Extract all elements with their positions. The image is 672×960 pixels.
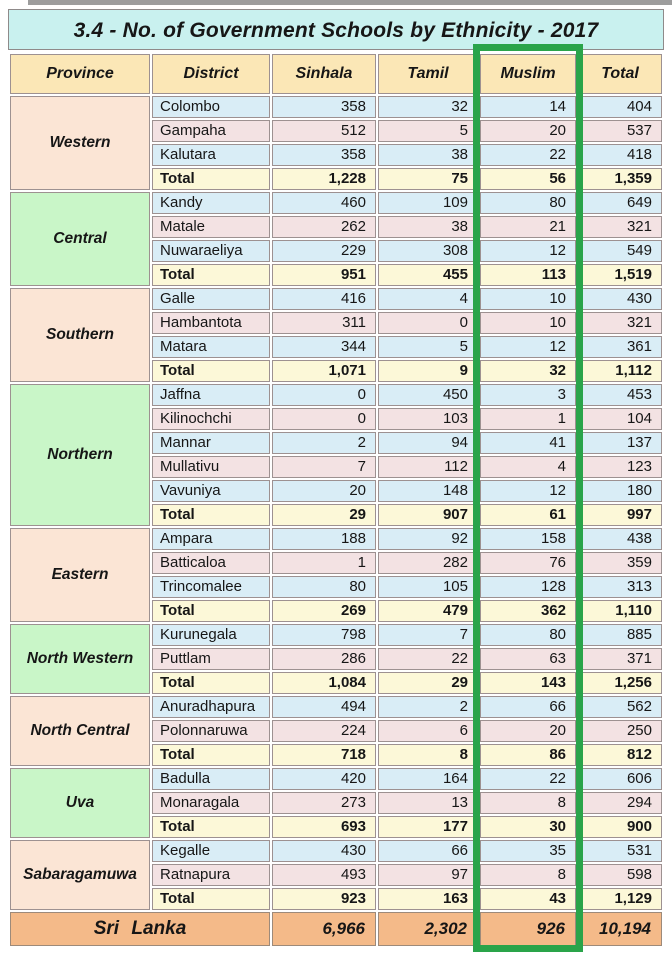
tamil-value-cell: 308	[378, 240, 478, 262]
muslim-value-cell: 12	[480, 480, 576, 502]
muslim-value-cell: 128	[480, 576, 576, 598]
total-total-cell: 997	[578, 504, 662, 526]
tamil-value-cell: 4	[378, 288, 478, 310]
tamil-total-cell: 163	[378, 888, 478, 910]
column-header-district: District	[152, 54, 270, 94]
tamil-value-cell: 92	[378, 528, 478, 550]
muslim-total-cell: 43	[480, 888, 576, 910]
district-name-cell: Matara	[152, 336, 270, 358]
district-name-cell: Kurunegala	[152, 624, 270, 646]
district-name-cell: Colombo	[152, 96, 270, 118]
muslim-value-cell: 10	[480, 312, 576, 334]
total-value-cell: 531	[578, 840, 662, 862]
total-label-cell: Total	[152, 504, 270, 526]
muslim-value-cell: 66	[480, 696, 576, 718]
total-value-cell: 430	[578, 288, 662, 310]
tamil-value-cell: 5	[378, 120, 478, 142]
muslim-value-cell: 41	[480, 432, 576, 454]
total-value-cell: 371	[578, 648, 662, 670]
total-value-cell: 313	[578, 576, 662, 598]
tamil-value-cell: 105	[378, 576, 478, 598]
total-value-cell: 294	[578, 792, 662, 814]
sinhala-value-cell: 493	[272, 864, 376, 886]
sinhala-value-cell: 188	[272, 528, 376, 550]
district-row	[10, 624, 662, 646]
muslim-value-cell: 35	[480, 840, 576, 862]
total-value-cell: 250	[578, 720, 662, 742]
total-total-cell: 1,129	[578, 888, 662, 910]
district-name-cell: Kandy	[152, 192, 270, 214]
grand-total-label-cell: Sri Lanka	[10, 912, 270, 946]
district-name-cell: Hambantota	[152, 312, 270, 334]
sinhala-value-cell: 1	[272, 552, 376, 574]
province-cell: Sabaragamuwa	[10, 840, 150, 910]
tamil-total-cell: 8	[378, 744, 478, 766]
sinhala-grand-total-cell: 6,966	[272, 912, 376, 946]
district-name-cell: Kilinochchi	[152, 408, 270, 430]
tamil-value-cell: 282	[378, 552, 478, 574]
muslim-value-cell: 80	[480, 192, 576, 214]
sinhala-value-cell: 224	[272, 720, 376, 742]
muslim-value-cell: 12	[480, 336, 576, 358]
total-value-cell: 359	[578, 552, 662, 574]
sinhala-total-cell: 29	[272, 504, 376, 526]
sinhala-value-cell: 494	[272, 696, 376, 718]
district-name-cell: Galle	[152, 288, 270, 310]
province-cell: Central	[10, 192, 150, 286]
table-title: 3.4 - No. of Government Schools by Ethnicity - 2017	[8, 9, 664, 50]
district-name-cell: Trincomalee	[152, 576, 270, 598]
total-label-cell: Total	[152, 744, 270, 766]
tamil-value-cell: 38	[378, 144, 478, 166]
column-header-total: Total	[578, 54, 662, 94]
total-total-cell: 812	[578, 744, 662, 766]
total-value-cell: 649	[578, 192, 662, 214]
district-name-cell: Mullativu	[152, 456, 270, 478]
muslim-value-cell: 76	[480, 552, 576, 574]
district-name-cell: Kalutara	[152, 144, 270, 166]
muslim-total-cell: 30	[480, 816, 576, 838]
total-value-cell: 104	[578, 408, 662, 430]
sinhala-value-cell: 311	[272, 312, 376, 334]
muslim-value-cell: 20	[480, 120, 576, 142]
total-value-cell: 598	[578, 864, 662, 886]
sinhala-value-cell: 430	[272, 840, 376, 862]
muslim-value-cell: 22	[480, 768, 576, 790]
tamil-total-cell: 9	[378, 360, 478, 382]
sinhala-total-cell: 923	[272, 888, 376, 910]
district-row	[10, 96, 662, 118]
muslim-total-cell: 86	[480, 744, 576, 766]
district-name-cell: Polonnaruwa	[152, 720, 270, 742]
total-label-cell: Total	[152, 264, 270, 286]
schools-by-ethnicity-table	[8, 52, 664, 948]
district-name-cell: Ratnapura	[152, 864, 270, 886]
district-row	[10, 192, 662, 214]
tamil-value-cell: 103	[378, 408, 478, 430]
tamil-total-cell: 177	[378, 816, 478, 838]
district-name-cell: Puttlam	[152, 648, 270, 670]
province-cell: North Central	[10, 696, 150, 766]
muslim-value-cell: 10	[480, 288, 576, 310]
muslim-total-cell: 143	[480, 672, 576, 694]
muslim-total-cell: 113	[480, 264, 576, 286]
total-label-cell: Total	[152, 888, 270, 910]
total-total-cell: 1,519	[578, 264, 662, 286]
muslim-grand-total-cell: 926	[480, 912, 576, 946]
muslim-value-cell: 80	[480, 624, 576, 646]
sinhala-value-cell: 80	[272, 576, 376, 598]
province-cell: Western	[10, 96, 150, 190]
sinhala-value-cell: 0	[272, 384, 376, 406]
total-value-cell: 562	[578, 696, 662, 718]
muslim-value-cell: 20	[480, 720, 576, 742]
sinhala-total-cell: 693	[272, 816, 376, 838]
sinhala-value-cell: 2	[272, 432, 376, 454]
column-header-province: Province	[10, 54, 150, 94]
sinhala-total-cell: 951	[272, 264, 376, 286]
tamil-value-cell: 5	[378, 336, 478, 358]
tamil-value-cell: 66	[378, 840, 478, 862]
total-value-cell: 180	[578, 480, 662, 502]
total-value-cell: 418	[578, 144, 662, 166]
total-value-cell: 321	[578, 216, 662, 238]
muslim-value-cell: 3	[480, 384, 576, 406]
scan-edge-artifact	[28, 0, 672, 5]
district-name-cell: Mannar	[152, 432, 270, 454]
district-name-cell: Anuradhapura	[152, 696, 270, 718]
column-header-muslim: Muslim	[480, 54, 576, 94]
district-name-cell: Ampara	[152, 528, 270, 550]
sinhala-value-cell: 420	[272, 768, 376, 790]
tamil-value-cell: 97	[378, 864, 478, 886]
total-value-cell: 606	[578, 768, 662, 790]
district-name-cell: Vavuniya	[152, 480, 270, 502]
muslim-value-cell: 4	[480, 456, 576, 478]
total-value-cell: 137	[578, 432, 662, 454]
sinhala-value-cell: 262	[272, 216, 376, 238]
tamil-value-cell: 450	[378, 384, 478, 406]
district-row	[10, 288, 662, 310]
total-grand-total-cell: 10,194	[578, 912, 662, 946]
total-value-cell: 537	[578, 120, 662, 142]
muslim-value-cell: 8	[480, 792, 576, 814]
total-total-cell: 1,256	[578, 672, 662, 694]
tamil-value-cell: 7	[378, 624, 478, 646]
sinhala-total-cell: 1,084	[272, 672, 376, 694]
district-row	[10, 768, 662, 790]
muslim-total-cell: 56	[480, 168, 576, 190]
tamil-value-cell: 94	[378, 432, 478, 454]
sinhala-value-cell: 460	[272, 192, 376, 214]
tamil-value-cell: 109	[378, 192, 478, 214]
sinhala-value-cell: 20	[272, 480, 376, 502]
tamil-value-cell: 164	[378, 768, 478, 790]
sinhala-total-cell: 1,071	[272, 360, 376, 382]
tamil-total-cell: 75	[378, 168, 478, 190]
total-total-cell: 1,112	[578, 360, 662, 382]
total-label-cell: Total	[152, 600, 270, 622]
district-row	[10, 840, 662, 862]
district-name-cell: Nuwaraeliya	[152, 240, 270, 262]
sinhala-total-cell: 1,228	[272, 168, 376, 190]
total-value-cell: 123	[578, 456, 662, 478]
district-name-cell: Batticaloa	[152, 552, 270, 574]
district-name-cell: Matale	[152, 216, 270, 238]
sinhala-total-cell: 269	[272, 600, 376, 622]
sinhala-total-cell: 718	[272, 744, 376, 766]
muslim-total-cell: 362	[480, 600, 576, 622]
total-total-cell: 1,110	[578, 600, 662, 622]
grand-total-row	[10, 912, 662, 946]
sinhala-value-cell: 0	[272, 408, 376, 430]
total-value-cell: 361	[578, 336, 662, 358]
sinhala-value-cell: 229	[272, 240, 376, 262]
province-cell: North Western	[10, 624, 150, 694]
province-cell: Southern	[10, 288, 150, 382]
tamil-value-cell: 2	[378, 696, 478, 718]
total-value-cell: 885	[578, 624, 662, 646]
muslim-value-cell: 21	[480, 216, 576, 238]
total-value-cell: 321	[578, 312, 662, 334]
muslim-total-cell: 61	[480, 504, 576, 526]
tamil-value-cell: 38	[378, 216, 478, 238]
tamil-value-cell: 112	[378, 456, 478, 478]
total-total-cell: 900	[578, 816, 662, 838]
tamil-value-cell: 0	[378, 312, 478, 334]
sinhala-value-cell: 512	[272, 120, 376, 142]
muslim-total-cell: 32	[480, 360, 576, 382]
sinhala-value-cell: 344	[272, 336, 376, 358]
sinhala-value-cell: 7	[272, 456, 376, 478]
tamil-total-cell: 455	[378, 264, 478, 286]
muslim-value-cell: 1	[480, 408, 576, 430]
tamil-value-cell: 148	[378, 480, 478, 502]
column-header-tamil: Tamil	[378, 54, 478, 94]
tamil-value-cell: 22	[378, 648, 478, 670]
tamil-grand-total-cell: 2,302	[378, 912, 478, 946]
sinhala-value-cell: 416	[272, 288, 376, 310]
district-name-cell: Jaffna	[152, 384, 270, 406]
sinhala-value-cell: 358	[272, 144, 376, 166]
tamil-value-cell: 13	[378, 792, 478, 814]
column-header-sinhala: Sinhala	[272, 54, 376, 94]
province-cell: Eastern	[10, 528, 150, 622]
muslim-value-cell: 22	[480, 144, 576, 166]
total-value-cell: 438	[578, 528, 662, 550]
district-row	[10, 528, 662, 550]
tamil-total-cell: 479	[378, 600, 478, 622]
district-name-cell: Kegalle	[152, 840, 270, 862]
total-total-cell: 1,359	[578, 168, 662, 190]
total-value-cell: 453	[578, 384, 662, 406]
district-name-cell: Monaragala	[152, 792, 270, 814]
sinhala-value-cell: 286	[272, 648, 376, 670]
total-value-cell: 549	[578, 240, 662, 262]
tamil-total-cell: 29	[378, 672, 478, 694]
district-name-cell: Gampaha	[152, 120, 270, 142]
district-row	[10, 696, 662, 718]
tamil-value-cell: 6	[378, 720, 478, 742]
muslim-value-cell: 158	[480, 528, 576, 550]
total-value-cell: 404	[578, 96, 662, 118]
total-label-cell: Total	[152, 168, 270, 190]
sinhala-value-cell: 358	[272, 96, 376, 118]
muslim-value-cell: 14	[480, 96, 576, 118]
total-label-cell: Total	[152, 816, 270, 838]
total-label-cell: Total	[152, 672, 270, 694]
muslim-value-cell: 12	[480, 240, 576, 262]
province-cell: Northern	[10, 384, 150, 526]
district-name-cell: Badulla	[152, 768, 270, 790]
tamil-value-cell: 32	[378, 96, 478, 118]
muslim-value-cell: 63	[480, 648, 576, 670]
muslim-value-cell: 8	[480, 864, 576, 886]
sinhala-value-cell: 273	[272, 792, 376, 814]
tamil-total-cell: 907	[378, 504, 478, 526]
header-row	[10, 54, 662, 94]
province-cell: Uva	[10, 768, 150, 838]
district-row	[10, 384, 662, 406]
total-label-cell: Total	[152, 360, 270, 382]
sinhala-value-cell: 798	[272, 624, 376, 646]
